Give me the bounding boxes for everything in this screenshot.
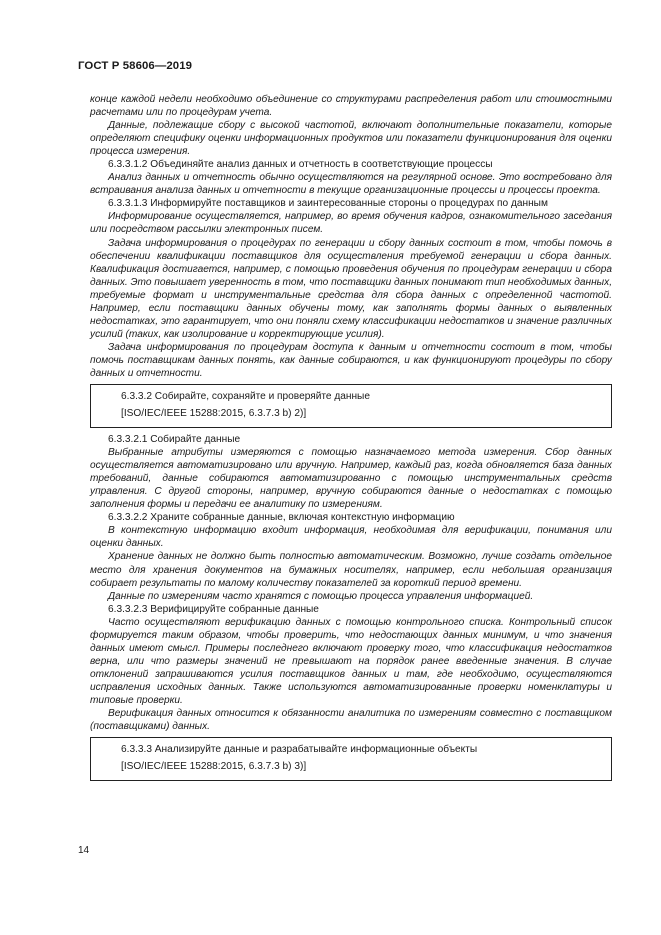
requirement-box [90, 737, 612, 781]
page-body [90, 93, 612, 786]
paragraph: конце каждой недели необходимо объединение со структурами распределения работ или стоимостными расчетами или по процедурам учета. [90, 94, 612, 119]
requirement-box [90, 384, 612, 428]
paragraph: Данные, подлежащие сбору с высокой частотой, включают дополнительные показатели, которые определяют специфику оценки информационных продуктов или показатели функционирования для оценки процесса измерения. [90, 120, 612, 158]
document-code-header: ГОСТ Р 58606—2019 [78, 60, 193, 72]
section-heading: 6.3.3.1.2 Объединяйте анализ данных и отчетность в соответствующие процессы [108, 159, 493, 171]
paragraph: В контекстную информацию входит информация, необходимая для верификации, понимания или оценки данных. [90, 525, 612, 550]
page-number: 14 [78, 845, 90, 856]
paragraph: Выбранные атрибуты измеряются с помощью назначаемого метода измерения. Сбор данных осуществляется автоматизировано или вручную. Например, каждый раз, когда обновляется база данных требований, данные собираются автоматизированно с помощью инструментальных средств управления. С другой стороны, например, вручную собираются данные о недостатках с помощью заполнения формы и передачи ее аналитику по измерениям. [90, 447, 612, 511]
paragraph: Задача информирования о процедурах по генерации и сбору данных состоит в том, чтобы помочь в обеспечении квалификации поставщиков для осуществления требуемой генерации и сбора данных. Квалификация достигается, например, с помощью проведения обучения по процедурам генерации и сбора данных. Это повышает уверенность в том, что поставщики данных понимают тип необходимых данных, требуемые формат и инструментальные средства для сбора данных с определенной частотой. Например, если поставщики данных обучены тому, как заполнять формы данных о выявленных недостатках, это гарантирует, что они поняли схему классификации недостатков и значение различных усилий (таких, как изолирование и корректирующие усилия). [90, 237, 613, 340]
section-heading: 6.3.3.2.2 Храните собранные данные, включая контекстную информацию [108, 512, 455, 524]
box-title: 6.3.3.2 Собирайте, сохраняйте и проверяйте данные [121, 391, 370, 403]
paragraph: Данные по измерениям часто хранятся с помощью процесса управления информацией. [108, 590, 534, 602]
paragraph: Информирование осуществляется, например, во время обучения кадров, ознакомительного заседания или посредством рассылки электронных писем. [90, 211, 612, 236]
paragraph: Задача информирования по процедурам доступа к данным и отчетности состоит в том, чтобы помочь поставщикам данных понять, как данные собираются, и как функционируют процедуры по сбору данных и отчетности. [90, 341, 612, 379]
box-reference: [ISO/IEC/IEEE 15288:2015, 6.3.7.3 b) 2)] [121, 407, 307, 419]
paragraph: Хранение данных не должно быть полностью автоматическим. Возможно, лучше создать отдельное место для хранения документов на бумажных носителях, например, если небольшая организация собирает результаты по малому количеству показателей за короткий период времени. [90, 551, 612, 589]
paragraph: Верификация данных относится к обязанности аналитика по измерениям совместно с поставщиком (поставщиками) данных. [90, 708, 612, 733]
section-heading: 6.3.3.2.1 Собирайте данные [108, 434, 241, 446]
paragraph: Анализ данных и отчетность обычно осуществляются на регулярной основе. Это востребовано для встраивания анализа данных и отчетности в текущие организационные процессы и процессы проекта. [90, 172, 612, 197]
section-heading: 6.3.3.1.3 Информируйте поставщиков и заинтересованные стороны о процедурах по данным [108, 198, 548, 210]
box-reference: [ISO/IEC/IEEE 15288:2015, 6.3.7.3 b) 3)] [121, 760, 307, 772]
paragraph: Часто осуществляют верификацию данных с помощью контрольного списка. Контрольный список формируется таким образом, чтобы проверить, что недостающих данных минимум, и что значения данных имеют смысл. Примеры последнего включают проверку того, что классификация недостатков верна, или что размеры значений не превышают на порядок ранее введенные значения. В случае отклонений запрашиваются усилия поставщиков данных и там, где необходимо, осуществляются исправления исходных данных. Также используются автоматизированные проверки номенклатуры и типовые проверки. [90, 616, 612, 706]
section-heading: 6.3.3.2.3 Верифицируйте собранные данные [108, 603, 319, 615]
box-title: 6.3.3.3 Анализируйте данные и разрабатывайте информационные объекты [121, 744, 478, 756]
